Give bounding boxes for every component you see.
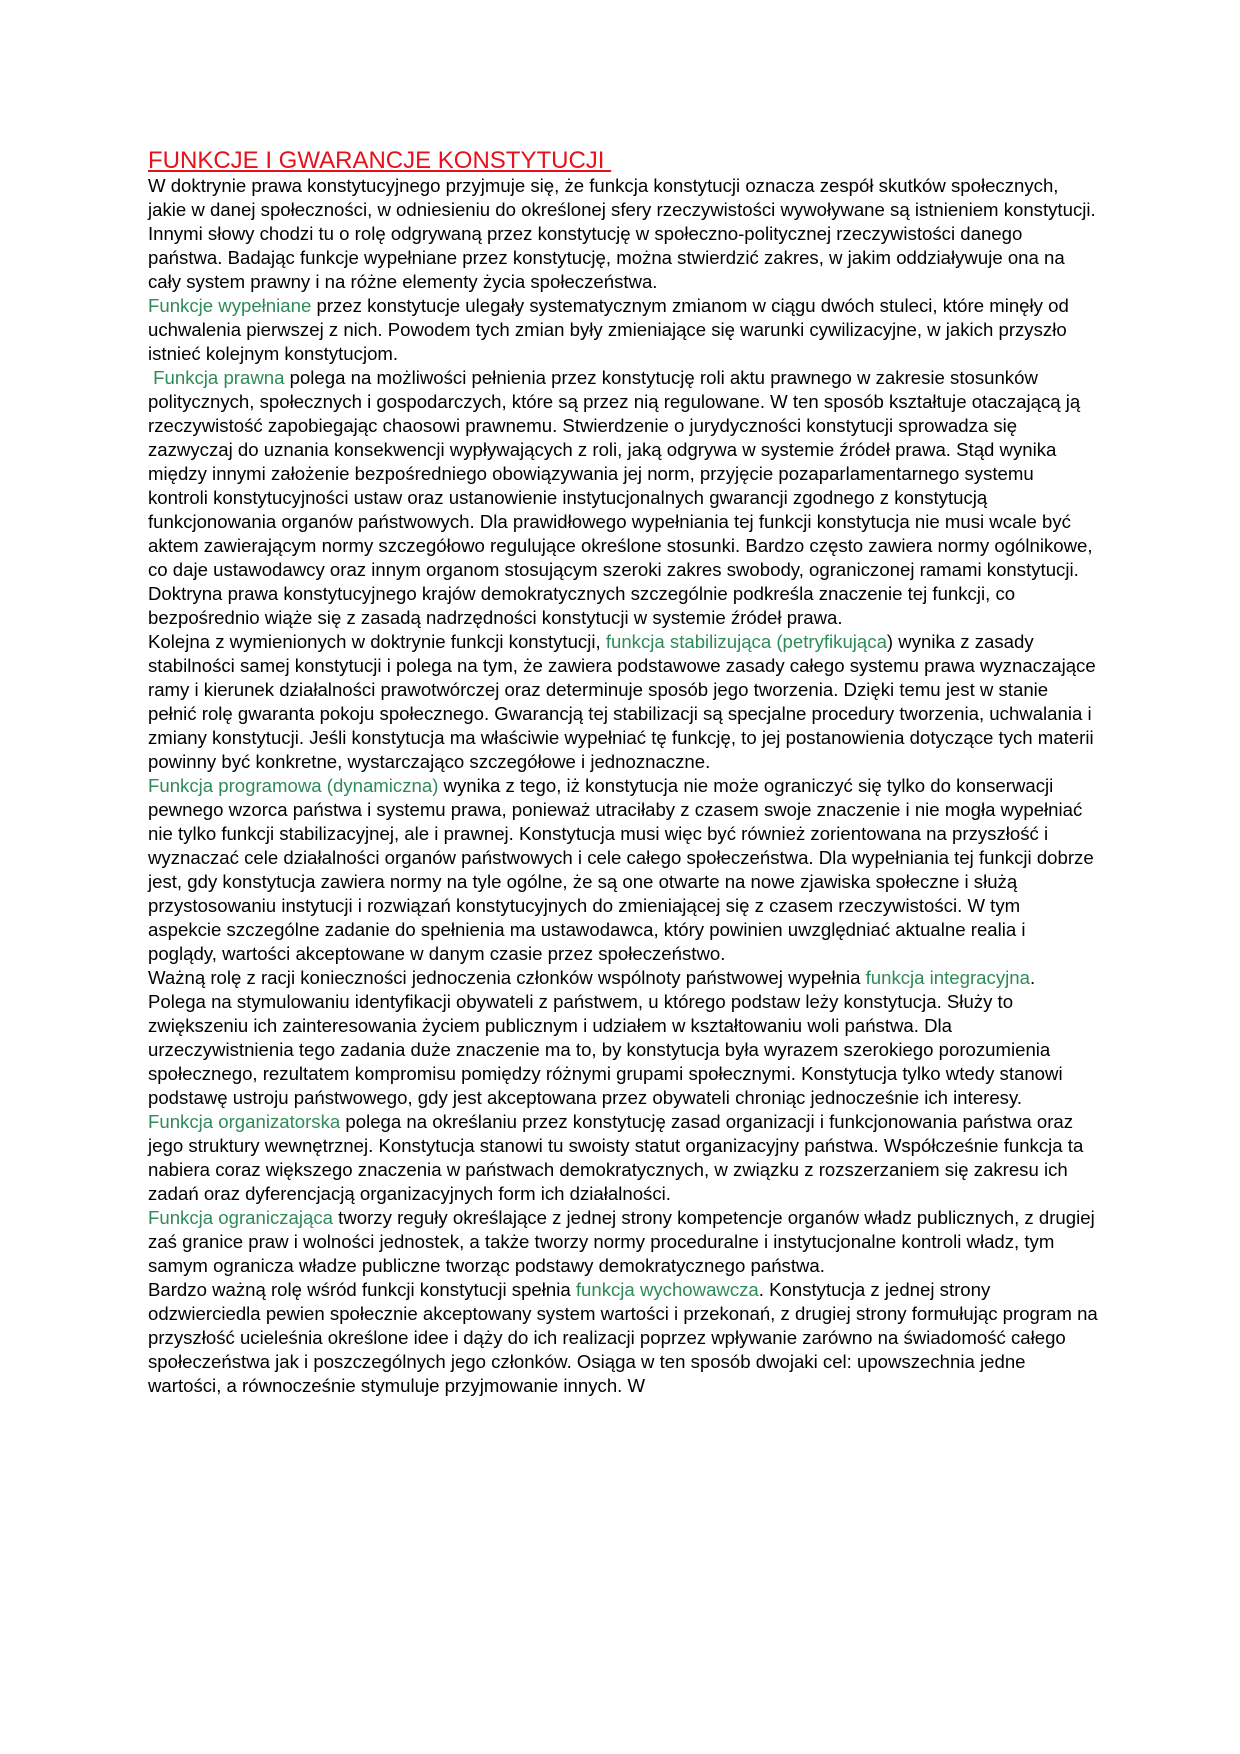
document-page [148, 146, 1098, 1398]
paragraph-text: . Polega na stymulowaniu identyfikacji obywateli z państwem, u którego podstaw leży konstytucja. Służy to zwiększeniu ich zainteresowania życiem publicznym i udziałem w kształtowaniu woli państwa. Dla urzeczywistnienia tego zadania duże znaczenie ma to, by konstytucja była wyrazem szerokiego porozumienia społecznego, rezultatem kompromisu pomiędzy różnymi grupami społecznymi. Konstytucja tylko wtedy stanowi podstawę ustroju państwowego, gdy jest akceptowana przez obywateli chroniąc jednocześnie ich interesy. [148, 967, 1063, 1108]
paragraph-text: . Konstytucja z jednej strony odzwierciedla pewien społecznie akceptowany system wartości i przekonań, z drugiej strony formułując program na przyszłość ucieleśnia określone idee i dąży do ich realizacji poprzez wpływanie zarówno na świadomość całego społeczeństwa jak i poszczególnych jego członków. Osiąga w ten sposób dwojaki cel: upowszechnia jedne wartości, a równocześnie stymuluje przyjmowanie innych. W [148, 1279, 1098, 1396]
paragraph-text: W doktrynie prawa konstytucyjnego przyjmuje się, że funkcja konstytucji oznacza zespół skutków społecznych, jakie w danej społeczności, w odniesieniu do określonej sfery rzeczywistości wywoływane są istnieniem konstytucji. Innymi słowy chodzi tu o rolę odgrywaną przez konstytucję w społeczno-politycznej rzeczywistości danego państwa. Badając funkcje wypełniane przez konstytucję, można stwierdzić zakres, w jakim oddziaływuje ona na cały system prawny i na różne elementy życia społeczeństwa. [148, 175, 1096, 292]
paragraph-funkcja-integracyjna [148, 966, 1098, 1110]
paragraph-funkcja-programowa [148, 774, 1098, 966]
paragraph-text: wynika z tego, iż konstytucja nie może ograniczyć się tylko do konserwacji pewnego wzorca państwa i systemu prawa, ponieważ utraciłaby z czasem swoje znaczenie i nie mogła wypełniać nie tylko funkcji stabilizacyjnej, ale i prawnej. Konstytucja musi więc być również zorientowana na przyszłość i wyznaczać cele działalności organów państwowych i cele całego społeczeństwa. Dla wypełniania tej funkcji dobrze jest, gdy konstytucja zawiera normy na tyle ogólne, że są one otwarte na nowe zjawiska społeczne i służą przystosowaniu instytucji i rozwiązań konstytucyjnych do zmieniającej się z czasem rzeczywistości. W tym aspekcie szczególne zadanie do spełnienia ma ustawodawca, który powinien uwzględniać aktualne realia i poglądy, wartości akceptowane w danym czasie przez społeczeństwo. [148, 775, 1094, 964]
paragraph-intro [148, 174, 1098, 294]
paragraph-funkcja-stabilizujaca [148, 630, 1098, 774]
highlighted-term: funkcja integracyjna [865, 967, 1030, 988]
highlighted-term: Funkcja organizatorska [148, 1111, 341, 1132]
paragraph-funkcje-wypelniane [148, 294, 1098, 366]
paragraph-funkcja-wychowawcza [148, 1278, 1098, 1398]
highlighted-term: funkcja stabilizująca (petryfikująca [605, 631, 887, 652]
paragraph-funkcja-ograniczajaca [148, 1206, 1098, 1278]
paragraph-text: Kolejna z wymienionych w doktrynie funkcji konstytucji, [148, 631, 606, 652]
paragraph-text: polega na określaniu przez konstytucję zasad organizacji i funkcjonowania państwa oraz jego struktury wewnętrznej. Konstytucja stanowi tu swoisty statut organizacyjny państwa. Współcześnie funkcja ta nabiera coraz większego znaczenia w państwach demokratycznych, w związku z rozszerzaniem się zakresu ich zadań oraz dyferencjacją organizacyjnych form ich działalności. [148, 1111, 1084, 1204]
paragraph-text: ) wynika z zasady stabilności samej konstytucji i polega na tym, że zawiera podstawowe zasady całego systemu prawa wyznaczające ramy i kierunek działalności prawotwórczej oraz determinuje sposób jego tworzenia. Dzięki temu jest w stanie pełnić rolę gwaranta pokoju społecznego. Gwarancją tej stabilizacji są specjalne procedury tworzenia, uchwalania i zmiany konstytucji. Jeśli konstytucja ma właściwie wypełniać tę funkcję, to jej postanowienia dotyczące tych materii powinny być konkretne, wystarczająco szczegółowe i jednoznaczne. [148, 631, 1096, 772]
paragraph-funkcja-prawna [148, 366, 1098, 630]
paragraph-funkcja-organizatorska [148, 1110, 1098, 1206]
highlighted-term: Funkcja programowa (dynamiczna) [148, 775, 439, 796]
highlighted-term: Funkcja prawna [153, 367, 285, 388]
highlighted-term: Funkcje wypełniane [148, 295, 312, 316]
paragraph-text: przez konstytucje ulegały systematycznym zmianom w ciągu dwóch stuleci, które minęły od uchwalenia pierwszej z nich. Powodem tych zmian były zmieniające się warunki cywilizacyjne, w jakich przyszło istnieć kolejnym konstytucjom. [148, 295, 1069, 364]
document-title: FUNKCJE I GWARANCJE KONSTYTUCJI [148, 147, 612, 174]
paragraph-text: tworzy reguły określające z jednej strony kompetencje organów władz publicznych, z drugiej zaś granice praw i wolności jednostek, a także tworzy normy proceduralne i instytucjonalne kontroli władz, tym samym ogranicza władze publiczne tworząc podstawy demokratycznego państwa. [148, 1207, 1095, 1276]
highlighted-term: Funkcja ograniczająca [148, 1207, 334, 1228]
paragraph-text: Bardzo ważną rolę wśród funkcji konstytucji spełnia [148, 1279, 576, 1300]
paragraph-text: Ważną rolę z racji konieczności jednoczenia członków wspólnoty państwowej wypełnia [148, 967, 866, 988]
paragraph-text: polega na możliwości pełnienia przez konstytucję roli aktu prawnego w zakresie stosunków politycznych, społecznych i gospodarczych, które są przez nią regulowane. W ten sposób kształtuje otaczającą ją rzeczywistość zapobiegając chaosowi prawnemu. Stwierdzenie o jurydyczności konstytucji sprowadza się zazwyczaj do uznania konsekwencji wypływających z roli, jaką odgrywa w systemie źródeł prawa. Stąd wynika między innymi założenie bezpośredniego obowiązywania jej norm, przyjęcie pozaparlamentarnego systemu kontroli konstytucyjności ustaw oraz ustanowienie instytucjonalnych gwarancji zgodnego z konstytucją funkcjonowania organów państwowych. Dla prawidłowego wypełniania tej funkcji konstytucja nie musi wcale być aktem zawierającym normy szczegółowo regulujące określone stosunki. Bardzo często zawiera normy ogólnikowe, co daje ustawodawcy oraz innym organom stosującym szeroki zakres swobody, ograniczonej ramami konstytucji. Doktryna prawa konstytucyjnego krajów demokratycznych szczególnie podkreśla znaczenie tej funkcji, co bezpośrednio wiąże się z zasadą nadrzędności konstytucji w systemie źródeł prawa. [148, 367, 1093, 628]
highlighted-term: funkcja wychowawcza [575, 1279, 759, 1300]
